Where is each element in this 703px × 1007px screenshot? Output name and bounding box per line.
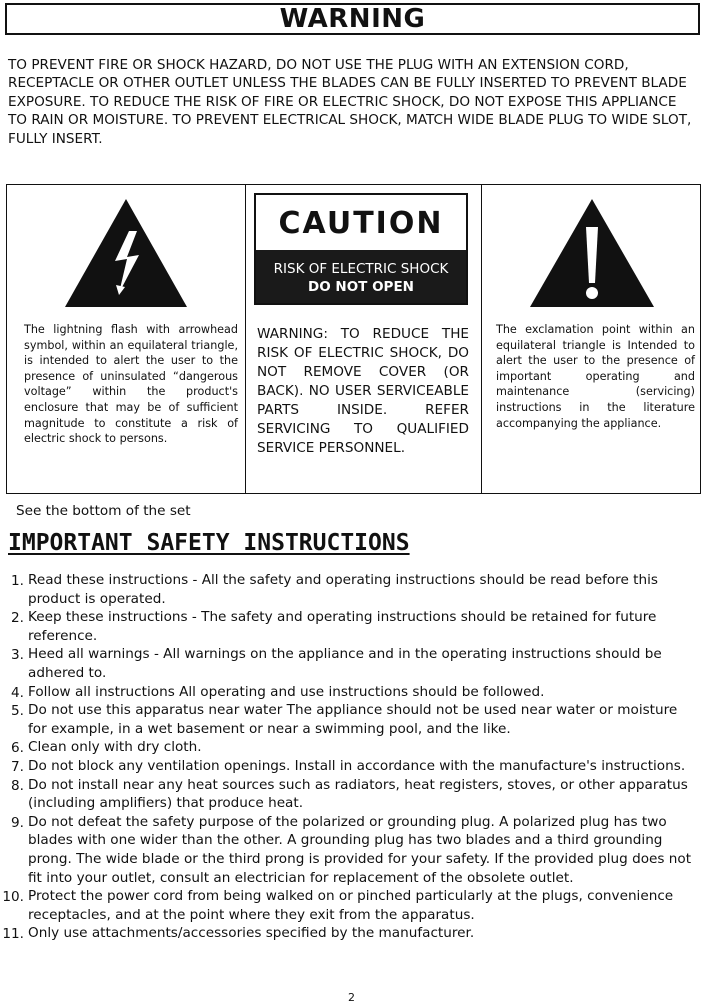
- list-item: [0, 571, 703, 608]
- item-number: 1.: [11, 573, 24, 589]
- item-text: Do not install near any heat sources such as radiators, heat registers, stoves, or other apparatus (including amplifiers) that produce heat.: [28, 776, 688, 812]
- list-item: [0, 813, 703, 887]
- lightning-description: The lightning flash with arrowhead symbol, within an equilateral triangle, is intended to alert the user to the presence of uninsulated “dangerous voltage” within the product's enclosure that may be of sufficient magnitude to constitute a risk of electric shock to persons.: [24, 323, 238, 446]
- caution-cell: [245, 185, 482, 493]
- item-text: Only use attachments/accessories specified by the manufacturer.: [28, 925, 475, 942]
- caution-label: [254, 193, 468, 305]
- item-number: 2.: [11, 610, 24, 627]
- item-text: Heed all warnings - All warnings on the appliance and in the operating instructions should be adhered to.: [28, 646, 662, 681]
- item-text: Keep these instructions - The safety and operating instructions should be retained for future reference.: [28, 609, 657, 644]
- item-number: 9.: [11, 814, 24, 831]
- item-text: Protect the power cord from being walked on or pinched particularly at the plugs, convenience receptacles, and at the point where they exit from the apparatus.: [28, 888, 674, 923]
- list-item: [0, 924, 703, 943]
- item-text: Read these instructions - All the safety and operating instructions should be read before this product is operated.: [28, 572, 658, 607]
- exclamation-description: The exclamation point within an equilateral triangle is Intended to alert the user to the presence of important operating and maintenance (servicing) instructions in the literature accompanying the appliance.: [496, 323, 695, 430]
- item-text: Do not use this apparatus near water The appliance should not be used near water or moisture for example, in a wet basement or near a swimming pool, and the like.: [28, 702, 678, 737]
- lightning-cell: [7, 185, 246, 493]
- list-item: [0, 776, 703, 813]
- item-number: 10.: [2, 889, 24, 906]
- list-item: [0, 738, 703, 757]
- item-text: Do not block any ventilation openings. Install in accordance with the manufacture's instructions.: [28, 757, 686, 774]
- item-text: Follow all instructions All operating and use instructions should be followed.: [28, 683, 545, 700]
- warning-title-box: [5, 3, 700, 35]
- item-number: 4.: [11, 684, 24, 701]
- caution-warning-text: WARNING: TO REDUCE THE RISK OF ELECTRIC SHOCK, DO NOT REMOVE COVER (OR BACK). NO USER SERVICEABLE PARTS INSIDE. REFER SERVICING TO QUALIFIED SERVICE PERSONNEL.: [257, 326, 469, 456]
- symbols-table: [6, 184, 701, 494]
- page-number: 2: [348, 991, 355, 1004]
- item-number: 7.: [11, 758, 24, 775]
- caution-word: CAUTION: [278, 205, 444, 241]
- safety-section-title: IMPORTANT SAFETY INSTRUCTIONS: [8, 530, 410, 556]
- item-number: 6.: [11, 740, 24, 757]
- list-item: [0, 608, 703, 645]
- list-item: [0, 701, 703, 738]
- item-text: Do not defeat the safety purpose of the polarized or grounding plug. A polarized plug has two blades with one wider than the other. A grounding plug has two blades and a third grounding prong. The wide blade or the third prong is provided for your safety. If the provided plug does not fit into your outlet, consult an electrician for replacement of the obsolete outlet.: [28, 813, 692, 886]
- caution-band: [256, 250, 466, 303]
- list-item: [0, 645, 703, 682]
- item-number: 5.: [11, 703, 24, 720]
- item-number: 11.: [2, 926, 24, 943]
- item-number: 8.: [11, 777, 24, 794]
- list-item: [0, 683, 703, 702]
- safety-instructions-list: [0, 571, 703, 943]
- exclamation-triangle-icon: [528, 197, 656, 309]
- caution-do-not-open: DO NOT OPEN: [308, 279, 414, 295]
- item-text: Clean only with dry cloth.: [28, 739, 202, 756]
- intro-warning-text: TO PREVENT FIRE OR SHOCK HAZARD, DO NOT USE THE PLUG WITH AN EXTENSION CORD, RECEPTACLE OR OTHER OUTLET UNLESS THE BLADES CAN BE FULLY INSERTED TO PREVENT BLADE EXPOSURE. TO REDUCE THE RISK OF FIRE OR ELECTRIC SHOCK, DO NOT EXPOSE THIS APPLIANCE TO RAIN OR MOISTURE. TO PREVENT ELECTRICAL SHOCK, MATCH WIDE BLADE PLUG TO WIDE SLOT, FULLY INSERT.: [8, 57, 692, 147]
- list-item: [0, 887, 703, 924]
- caution-risk-line: RISK OF ELECTRIC SHOCK: [273, 261, 449, 277]
- list-item: [0, 757, 703, 776]
- item-number: 3.: [11, 647, 24, 664]
- exclamation-cell: [481, 185, 700, 493]
- lightning-triangle-icon: [63, 197, 189, 309]
- warning-title: WARNING: [279, 4, 426, 34]
- see-bottom-note: See the bottom of the set: [16, 503, 191, 519]
